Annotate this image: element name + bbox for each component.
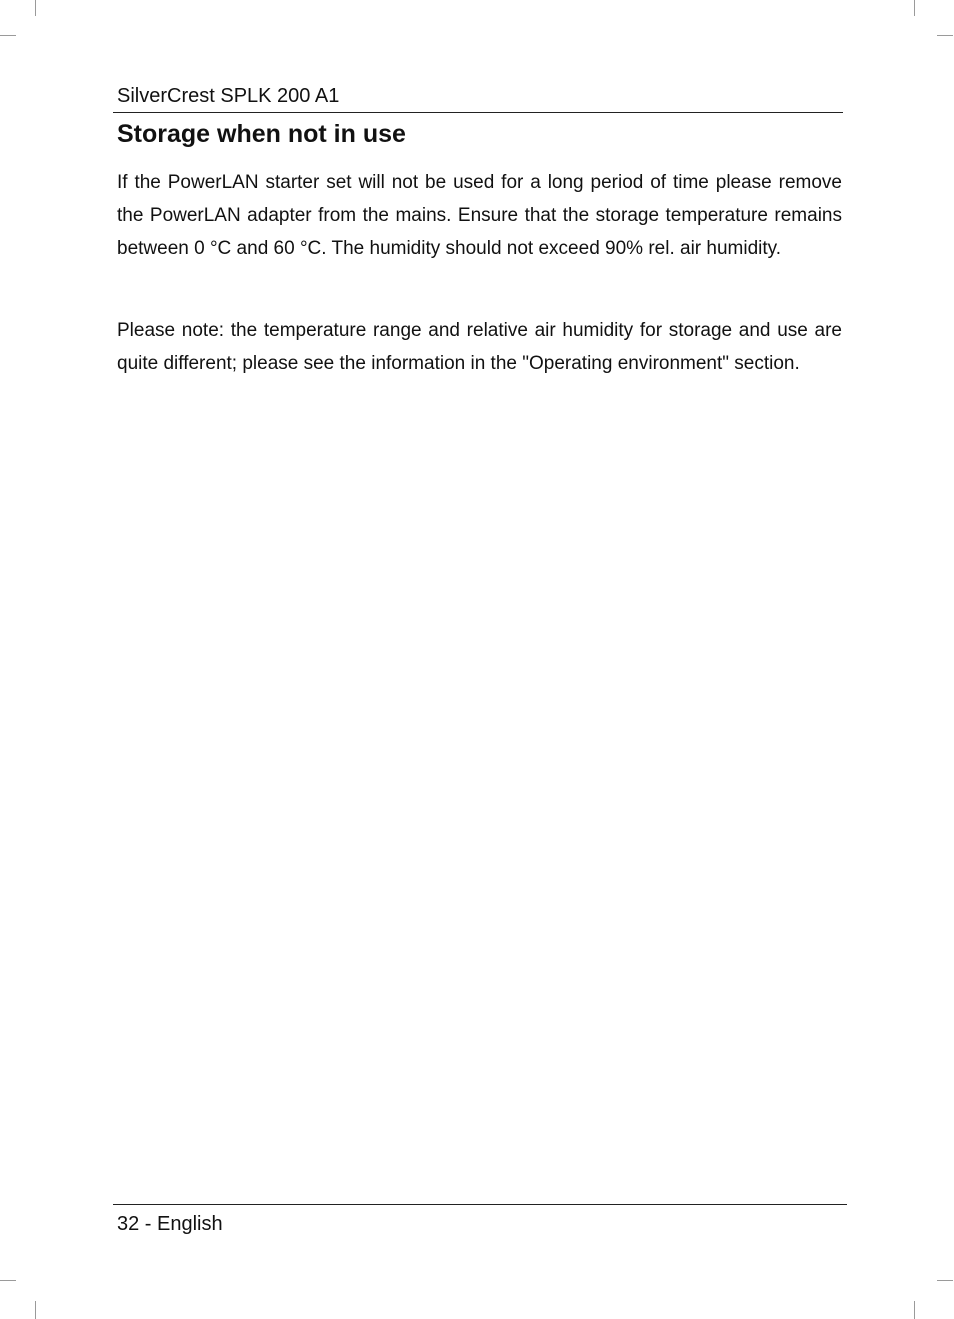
paragraph-storage-instructions: If the PowerLAN starter set will not be used for a long period of time please remove the PowerLAN adapter from the mains. Ensure that the storage temperature remains between 0 °C and 60 °C. The humidity should not exceed 90% rel. air humidity.: [117, 172, 842, 259]
crop-mark-bottom-left-horizontal: [0, 1280, 16, 1281]
section-heading: Storage when not in use: [117, 120, 406, 148]
footer-rule: [113, 1204, 847, 1205]
crop-mark-bottom-left: [35, 1301, 36, 1319]
running-header: SilverCrest SPLK 200 A1: [117, 85, 340, 107]
crop-mark-top-right-horizontal: [937, 35, 953, 36]
crop-mark-bottom-right-horizontal: [937, 1280, 953, 1281]
header-rule: [113, 112, 843, 113]
footer-separator: -: [139, 1213, 158, 1235]
crop-mark-bottom-right: [914, 1301, 915, 1319]
running-footer: [117, 1211, 223, 1237]
crop-mark-top-left-horizontal: [0, 35, 16, 36]
crop-mark-top-left: [35, 0, 36, 16]
footer-language: English: [157, 1213, 223, 1235]
crop-mark-top-right: [914, 0, 915, 16]
page-number: 32: [117, 1213, 140, 1235]
paragraph-note: Please note: the temperature range and relative air humidity for storage and use are quite different; please see the information in the "Operating environment" section.: [117, 320, 842, 374]
